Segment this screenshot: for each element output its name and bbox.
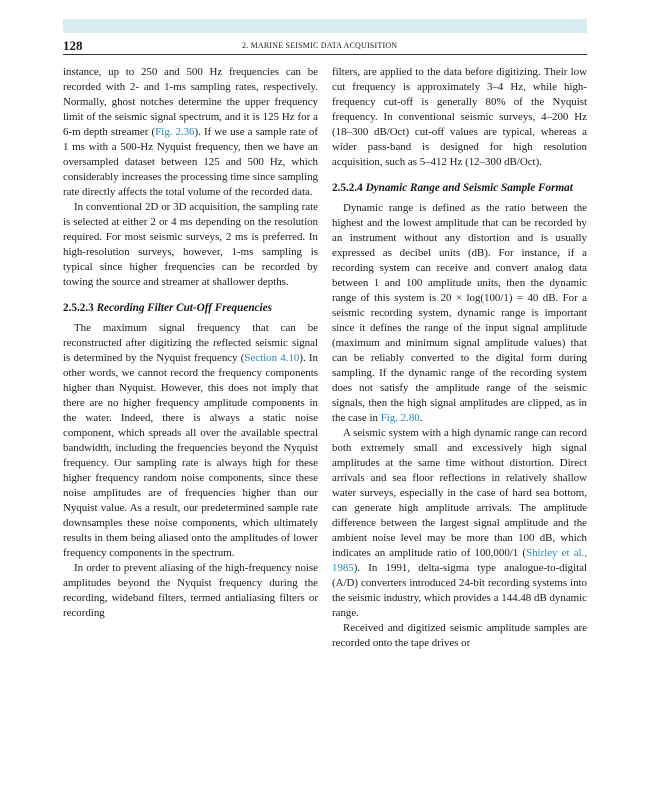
figure-link[interactable]: Fig. 2.36 <box>155 126 195 138</box>
header-band <box>63 19 587 33</box>
running-head: 2. MARINE SEISMIC DATA ACQUISITION <box>242 41 398 50</box>
paragraph: In conventional 2D or 3D acquisition, the sampling rate is selected at either 2 or 4 ms depending on the resolution required. For most seismic surveys, 2 ms is preferred. In high-resolution surveys, however, 1-ms sampling is typical since higher frequencies can be recorded by towing the source and streamer at shallower depths. <box>63 201 318 288</box>
section-title: Recording Filter Cut-Off Frequencies <box>96 302 272 314</box>
paragraph: instance, up to 250 and 500 Hz frequencies can be recorded with 2- and 1-ms sampling rates, respectively. Normally, ghost notches determine the upper frequency limit of the seismic signal spectrum, and it is 125 Hz for a 6-m depth streamer (Fig. 2.36). If we use a sample rate of 1 ms with a 500-Hz Nyquist frequency, then we have an oversampled dataset between 125 and 500 Hz, which considerably increases the processing time since sampling rate directly affects the total volume of the recorded data. <box>63 66 318 198</box>
paragraph: Dynamic range is defined as the ratio between the highest and the lowest amplitude that can be recorded by an instrument without any distortion and is usually expressed as decibel units (dB). For instance, if a recording system can receive and convert analog data between 1 and 100 amplitude units, then the dynamic range of this system is 20 × log(100/1) = 40 dB. For a seismic recording system, dynamic range is important since it defines the range of the input signal amplitude (maximum and minimum signal amplitude values) that can be reliably converted to the digital form during sampling. If the dynamic range of the recording system does not satisfy the amplitude range of the seismic signals, then the high signal amplitudes are clipped, as in the case in Fig. 2.80. <box>332 202 587 424</box>
section-link[interactable]: Section 4.10 <box>244 352 300 364</box>
right-column <box>332 65 587 651</box>
section-title: Dynamic Range and Seismic Sample Format <box>365 182 573 194</box>
page-number: 128 <box>63 38 83 53</box>
paragraph: The maximum signal frequency that can be reconstructed after digitizing the reflected seismic signal is determined by the Nyquist frequency (Section 4.10). In other words, we cannot record the frequency components higher than Nyquist. However, this does not imply that there are no higher frequency amplitude components in the water. Indeed, there is always a static noise component, which spreads all over the available spectral bandwidth, including the frequencies beyond the Nyquist frequency. Our sampling rate is always high for these higher frequency random noise components, since these noise amplitudes are of frequencies higher than our Nyquist value. As a result, our predetermined sample rate downsamples these noise components, which ultimately results in them being aliased onto the amplitudes of lower frequency components in the spectrum. <box>63 322 318 559</box>
section-heading <box>332 181 587 196</box>
paragraph: In order to prevent aliasing of the high-frequency noise amplitudes beyond the Nyquist frequency during the recording, wideband filters, termed antialiasing filters or recording <box>63 562 318 619</box>
paragraph: Received and digitized seismic amplitude samples are recorded onto the tape drives or <box>332 622 587 649</box>
header-rule <box>63 54 587 55</box>
section-number: 2.5.2.3 <box>63 302 94 314</box>
paragraph: filters, are applied to the data before digitizing. Their low cut frequency is approximately 3–4 Hz, while high-frequency cut-off is generally 80% of the Nyquist frequency. In conventional seismic surveys, 4–200 Hz (18–300 dB/Oct) cut-off values are typical, whereas a wider pass-band is designed for high resolution acquisition, such as 5–412 Hz (12–300 dB/Oct). <box>332 66 587 168</box>
section-number: 2.5.2.4 <box>332 182 363 194</box>
section-heading <box>63 301 318 316</box>
citation-link[interactable]: Shirley et al., 1985 <box>332 547 587 574</box>
figure-link[interactable]: Fig. 2.80 <box>380 412 420 424</box>
paragraph: A seismic system with a high dynamic range can record both extremely small and excessively high signal amplitudes at the same time without distortion. Direct arrivals and sea floor reflections in relatively shallow water surveys, especially in the case of hard sea bottom, can generate high amplitude arrivals. The amplitude difference between the largest signal amplitude and the ambient noise level may be more than 100 dB, which indicates an amplitude ratio of 100,000/1 (Shirley et al., 1985). In 1991, delta-sigma type analogue-to-digital (A/D) converters introduced 24-bit recording systems into the seismic industry, which provides a 144.48 dB dynamic range. <box>332 427 587 619</box>
left-column <box>63 65 318 621</box>
